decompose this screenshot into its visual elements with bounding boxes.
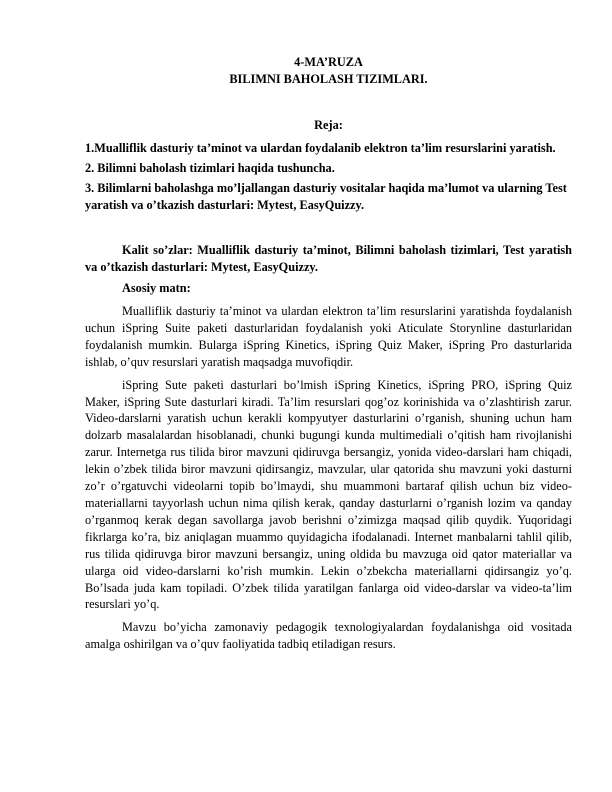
plan-heading: Reja: bbox=[314, 118, 343, 132]
page-content bbox=[85, 54, 572, 653]
main-paragraph-1: Mualliflik dasturiy ta’minot va ulardan elektron ta’lim resurslarini yaratishda foydalanish uchun iSpring Suite paketi dasturlaridan foydalanish yoki Aticulate Storynline dasturlaridan foydalanish mumkin. Bularga iSpring Kinetics, iSpring Quiz Maker, iSpring Pro dasturlarida ishlab, o’quv resurslari yaratish maqsadga muvofiqdir. bbox=[85, 304, 572, 369]
lecture-number: 4-MA’RUZA bbox=[294, 55, 363, 69]
main-paragraph-3: Mavzu bo’yicha zamonaviy pedagogik texnologiyalardan foydalanishga oid vositada amalga oshirilgan va o’quv faoliyatida tadbiq etiladigan resurs. bbox=[85, 620, 572, 652]
main-paragraph-2: iSpring Sute paketi dasturlari bo’lmish iSpring Kinetics, iSpring PRO, iSpring Quiz Maker, iSpring Sute dasturlari kiradi. Ta’lim resurslari qog’oz korinishida va o’zlashtirish zarur. Video-darslarni yaratish uchun kerakli kompyutyer dasturlarini o’rganish, shuning uchun ham dolzarb masalalardan hisoblanadi, chunki bugungi kunda multimediali o’qitish ham rivojlanishi zarur. Internetga rus tilida biror mavzuni qidiruvga bersangiz, yonida video-darslari ham chiqadi, lekin o’zbek tilida biror mavzuni qidirsangiz, mavzular, ular qatorida shu mavzuni yoki dasturni zo’r o’rgatuvchi videolarni topib bo’lmaydi, shu muammoni bartaraf qilish uchun biz video-materiallarni tayyorlash uchun nima qilish kerak, qanday dasturlarni o’rganish lozim va qanday o’rganmoq kerak degan savollarga javob berishni o’zimizga maqsad qilib quydik. Yuqoridagi fikrlarga ko’ra, biz aniqlagan muammo quyidagicha ifodalanadi. Internet manbalarni tahlil qilib, rus tilida qidiruvga biror mavzuni bersangiz, uning oldida bu mavzuga oid qator materiallar va ularga oid video-darslarni ko’rish mumkin. Lekin o’zbekcha materiallarni qidirsangiz yo’q. Bo’lsada juda kam topiladi. O’zbek tilida yaratilgan fanlarga oid video-darslar va video-ta’lim resurslari yo’q. bbox=[85, 377, 572, 612]
keywords: Kalit so’zlar: Mualliflik dasturiy ta’minot, Bilimni baholash tizimlari, Test yaratish va o’tkazish dasturlari: Mytest, EasyQuizzy. bbox=[85, 243, 572, 274]
plan-item-3: 3. Bilimlarni baholashga mo’ljallangan dasturiy vositalar haqida ma’lumot va ularning Test yaratish va o’tkazish dasturlari: Mytest, EasyQuizzy. bbox=[85, 181, 567, 212]
lecture-title: BILIMNI BAHOLASH TIZIMLARI. bbox=[229, 72, 428, 86]
plan-item-2: 2. Bilimni baholash tizimlari haqida tushuncha. bbox=[85, 161, 335, 175]
plan-item-1: 1.Mualliflik dasturiy ta’minot va ulardan foydalanib elektron ta’lim resurslarini yaratish. bbox=[85, 141, 556, 155]
main-heading: Asosiy matn: bbox=[122, 281, 191, 295]
